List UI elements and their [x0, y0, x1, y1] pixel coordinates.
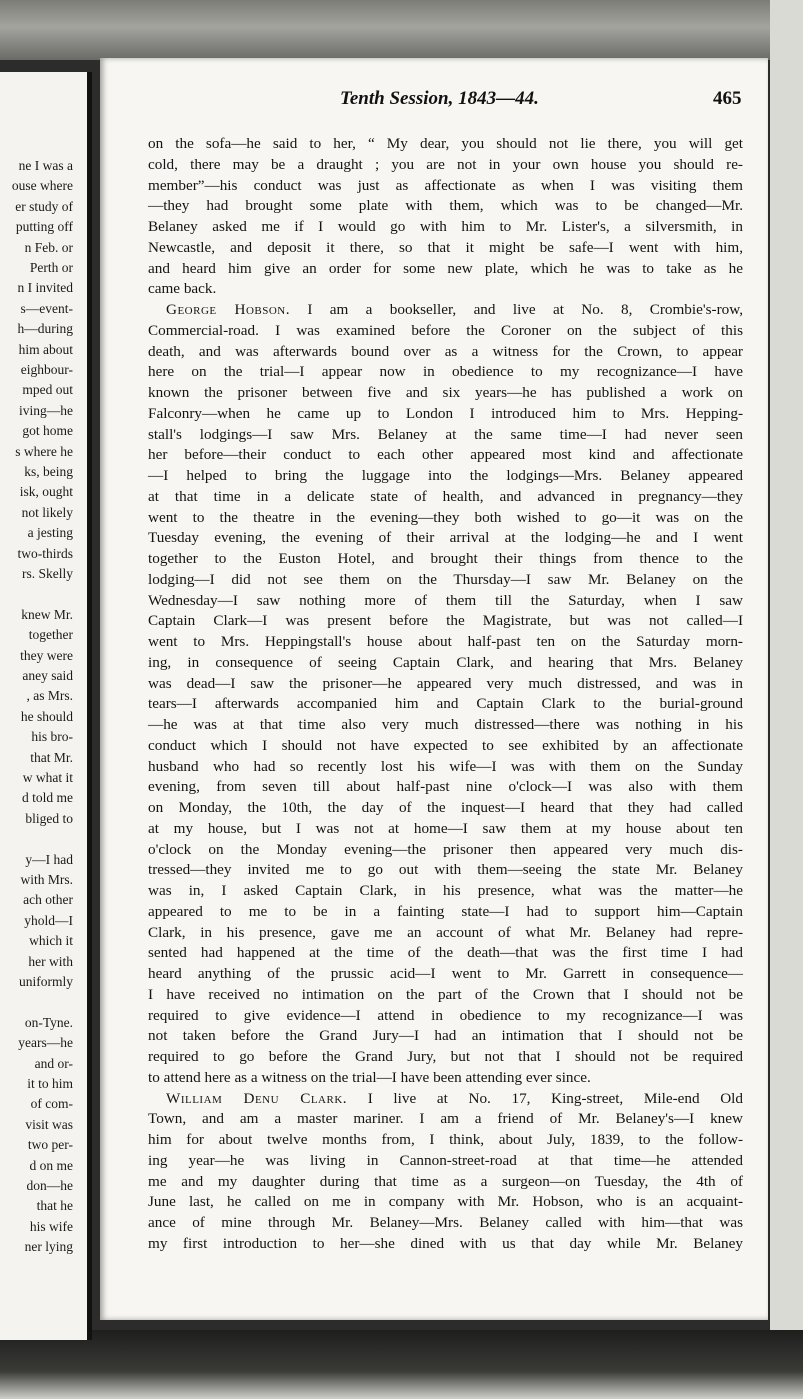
scan-background-bottom — [0, 1330, 803, 1399]
text-line — [148, 985, 743, 1005]
left-margin-line: putting off — [15, 219, 73, 235]
left-margin-line: he should — [20, 708, 73, 724]
page-number: 465 — [713, 88, 742, 109]
text-line-content: required to go before the Grand Jury, but not that I should not be required — [148, 1048, 743, 1065]
left-page — [0, 72, 92, 1340]
text-line-content: cold, there may be a draught ; you are not in your own house you should re- — [148, 155, 743, 173]
text-line — [148, 694, 743, 714]
text-line — [166, 300, 743, 320]
left-margin-line: rs. Skelly — [21, 566, 73, 581]
text-line — [148, 1172, 743, 1192]
text-line — [148, 342, 743, 362]
text-line-content: required to give evidence—I attend in obedience to my recognizance—I was — [148, 1006, 743, 1024]
left-margin-line: which it — [29, 933, 73, 949]
text-line-content: here on the trial—I appear now in obedience to my recognizance—I have — [148, 363, 743, 381]
left-margin-line: together — [28, 627, 73, 643]
text-line — [148, 798, 743, 818]
text-line — [148, 777, 743, 797]
text-line-content: to attend here as a witness on the trial—I have been attending ever since. — [148, 1068, 591, 1086]
text-line — [148, 279, 743, 299]
left-margin-line: y—I had — [25, 851, 73, 867]
text-line-content: tears—I afterwards accompanied him and Captain Clark to the burial-ground — [148, 695, 743, 713]
left-margin-line: er study of — [15, 198, 73, 214]
text-line-content: not taken before the Grand Jury—I had an intimation that I should not be — [148, 1027, 743, 1045]
text-line — [148, 902, 743, 922]
text-line — [148, 134, 743, 154]
text-line-content: known the prisoner between five and six years—he has published a work on — [148, 384, 743, 401]
left-margin-line: ouse where — [11, 178, 73, 194]
left-margin-line: a jesting — [27, 525, 73, 541]
text-line — [148, 1234, 743, 1254]
text-line-content: on Monday, the 10th, the day of the inquest—I heard that they had called — [148, 799, 743, 816]
left-margin-line: n Feb. or — [24, 239, 73, 255]
text-line-content: and heard him give an order for some new plate, which he was to take as he — [148, 259, 743, 277]
text-line — [148, 632, 743, 652]
text-line — [148, 715, 743, 735]
text-line-content: member”—his conduct was just as affectionate as when I was visiting them — [148, 176, 743, 194]
text-line — [148, 860, 743, 880]
left-margin-line: ach other — [23, 892, 73, 908]
left-margin-line: his bro- — [31, 729, 73, 745]
text-line-content: went to the theatre in the evening—they both wished to go—it was on the — [148, 508, 743, 526]
text-line-content: sented had happened at the time of the death—that was the first time I had — [148, 944, 743, 962]
left-margin-line: bliged to — [25, 810, 73, 826]
text-line-content: ing, in consequence of seeing Captain Clark, and hearing that Mrs. Belaney — [148, 653, 743, 671]
text-line-content: evening, from seven till about half-past nine o'clock—I was also with them — [148, 778, 743, 796]
text-line-content: at that time in a delicate state of health, and advanced in pregnancy—they — [148, 487, 743, 505]
text-line-content: him for about twelve months from, I think, about July, 1839, to the follow- — [148, 1131, 743, 1148]
text-line — [148, 736, 743, 756]
left-margin-line: w what it — [22, 770, 73, 785]
left-margin-line: his wife — [29, 1218, 73, 1234]
left-margin-line: d on me — [29, 1157, 73, 1173]
text-line-content: tressed—they invited me to go out with them—seeing the state Mr. Belaney — [148, 861, 743, 879]
left-margin-line: iving—he — [19, 402, 73, 418]
text-line — [148, 404, 743, 424]
text-line — [148, 217, 743, 237]
text-line — [148, 591, 743, 611]
text-line — [148, 466, 743, 486]
left-margin-line: two-thirds — [17, 545, 73, 561]
text-line-content: was dead—I saw the prisoner—he appeared very much distressed, and was in — [148, 674, 743, 692]
text-line-content: went to Mrs. Heppingstall's house about half-past ten on the Saturday morn- — [148, 633, 743, 650]
witness-name: William Denu Clark. — [166, 1089, 348, 1107]
text-line — [148, 611, 743, 631]
text-line-content: I live at No. 17, King-street, Mile-end Old — [347, 1089, 743, 1107]
text-line-content: on the sofa—he said to her, “ My dear, you should not lie there, you will get — [148, 135, 743, 152]
text-line-content: death, and was afterwards bound over as a witness for the Crown, to appear — [148, 342, 743, 360]
text-line-content: Newcastle, and deposit it there, so that it might be safe—I went with him, — [148, 238, 743, 256]
scan-background-right — [770, 0, 803, 1399]
text-line-content: Commercial-road. I was examined before the Coroner on the subject of this — [148, 321, 743, 339]
left-margin-line: him about — [18, 341, 73, 357]
text-line-content: —he was at that time also very much distressed—there was nothing in his — [148, 716, 743, 733]
text-line — [148, 321, 743, 341]
left-margin-line: her with — [28, 953, 73, 969]
text-line — [148, 1006, 743, 1026]
text-line-content: —they had brought some plate with them, which was to be changed—Mr. — [148, 197, 743, 215]
text-line — [148, 445, 743, 465]
text-line — [148, 549, 743, 569]
left-margin-line: yhold—I — [24, 912, 73, 928]
text-line-content: Wednesday—I saw nothing more of them till the Saturday, when I saw — [148, 591, 743, 609]
left-margin-line: mped out — [22, 382, 73, 398]
text-line — [148, 508, 743, 528]
left-margin-line: isk, ought — [19, 484, 73, 500]
text-line — [148, 840, 743, 860]
text-line-content: stall's lodgings—I saw Mrs. Belaney at the same time—I had never seen — [148, 425, 743, 443]
text-line-content: her before—their conduct to each other appeared most kind and affectionate — [148, 446, 743, 464]
left-margin-line: on-Tyne. — [24, 1014, 73, 1030]
text-line-content: Belaney asked me if I would go with him to Mr. Lister's, a silversmith, in — [148, 218, 743, 235]
left-margin-line: got home — [22, 423, 73, 439]
left-margin-line: visit was — [25, 1116, 73, 1132]
text-line-content: husband who had so recently lost his wife—I was with them on the Sunday — [148, 757, 743, 775]
left-margin-line: that he — [36, 1198, 73, 1214]
text-line-content: I have received no intimation on the part of the Crown that I should not be — [148, 985, 743, 1003]
left-margin-line: of com- — [30, 1096, 73, 1112]
left-margin-line: knew Mr. — [21, 606, 73, 622]
text-line — [148, 487, 743, 507]
left-margin-line: , as Mrs. — [26, 688, 73, 704]
left-margin-line: h—during — [17, 321, 73, 337]
left-margin-line: s—event- — [20, 300, 73, 316]
text-line — [148, 176, 743, 196]
text-line-content: o'clock on the Monday evening—the prisoner then appeared very much dis- — [148, 840, 743, 858]
left-margin-line: years—he — [18, 1035, 73, 1051]
text-line — [148, 881, 743, 901]
text-line-content: came back. — [148, 280, 217, 298]
text-line — [148, 1213, 743, 1233]
text-line-content: appeared to me to be in a fainting state—I had to support him—Captain — [148, 902, 743, 920]
left-margin-line: Perth or — [29, 260, 73, 275]
left-margin-line: aney said — [22, 668, 73, 683]
text-line — [148, 1109, 743, 1129]
text-line — [148, 259, 743, 279]
text-line-content: me and my daughter during that time as a surgeon—on Tuesday, the 4th of — [148, 1172, 743, 1190]
text-line-content: Tuesday evening, the evening of their arrival at the lodging—he and I went — [148, 529, 743, 547]
text-line-content: conduct which I should not have expected to see exhibited by an affectionate — [148, 736, 743, 754]
text-line — [148, 1151, 743, 1171]
witness-name: George Hobson. — [166, 301, 291, 318]
left-margin-line: eighbour- — [20, 362, 73, 377]
text-line — [148, 923, 743, 943]
left-margin-line: ner lying — [24, 1239, 73, 1255]
text-line — [148, 155, 743, 175]
text-line — [148, 674, 743, 694]
text-line-content: Clark, in his presence, gave me an account of what Mr. Belaney had repre- — [148, 923, 743, 941]
text-line — [148, 425, 743, 445]
left-margin-line: don—he — [26, 1178, 73, 1193]
left-margin-line: and or- — [34, 1055, 73, 1071]
text-line — [148, 238, 743, 258]
text-line — [148, 528, 743, 548]
text-line — [148, 570, 743, 590]
left-margin-line: s where he — [15, 443, 73, 459]
left-margin-line: that Mr. — [30, 749, 73, 765]
text-line-content: Falconry—when he came up to London I introduced him to Mrs. Hepping- — [148, 404, 743, 422]
text-line — [148, 757, 743, 777]
scan-background-top — [0, 0, 803, 60]
text-line-content: June last, he called on me in company with Mr. Hobson, who is an acquaint- — [148, 1193, 743, 1211]
text-line-content: at my house, but I was not at home—I saw them at my house about ten — [148, 819, 743, 837]
text-line-content: I am a bookseller, and live at No. 8, Crombie's-row, — [290, 301, 743, 318]
text-line-content: together to the Euston Hotel, and brought their things from thence to the — [148, 550, 743, 567]
left-margin-line: n I invited — [17, 280, 73, 296]
text-line — [148, 1047, 743, 1067]
running-header-title: Tenth Session, 1843—44. — [340, 88, 539, 109]
text-line-content: Town, and am a master mariner. I am a friend of Mr. Belaney's—I knew — [148, 1110, 743, 1128]
left-margin-line: they were — [20, 647, 73, 663]
text-line — [148, 1192, 743, 1212]
text-line — [166, 1089, 743, 1109]
text-line-content: was in, I asked Captain Clark, in his presence, what was the matter—he — [148, 882, 743, 899]
text-line-content: heard anything of the prussic acid—I went to Mr. Garrett in consequence— — [148, 965, 743, 982]
text-line — [148, 943, 743, 963]
left-margin-line: with Mrs. — [20, 872, 73, 887]
text-line — [148, 1130, 743, 1150]
text-line-content: my first introduction to her—she dined with us that day while Mr. Belaney — [148, 1234, 743, 1252]
left-margin-line: uniformly — [19, 974, 73, 989]
text-line-content: Captain Clark—I was present before the Magistrate, but was not called—I — [148, 612, 743, 630]
left-margin-line: it to him — [27, 1076, 73, 1091]
text-line-content: ing year—he was living in Cannon-street-road at that time—he attended — [148, 1151, 743, 1169]
text-line — [148, 819, 743, 839]
left-margin-line: two per- — [27, 1137, 73, 1153]
text-line — [148, 383, 743, 403]
left-margin-line: ne I was a — [18, 158, 73, 173]
text-line-content: lodging—I did not see them on the Thursday—I saw Mr. Belaney on the — [148, 570, 743, 588]
text-line-content: —I helped to bring the luggage into the lodgings—Mrs. Belaney appeared — [148, 467, 743, 484]
text-line — [148, 653, 743, 673]
text-line — [148, 362, 743, 382]
text-line — [148, 1068, 743, 1088]
text-line — [148, 196, 743, 216]
left-margin-line: not likely — [21, 504, 73, 520]
text-line — [148, 1026, 743, 1046]
text-line — [148, 964, 743, 984]
left-margin-line: ks, being — [24, 464, 73, 479]
left-margin-line: d told me — [22, 790, 73, 806]
text-line-content: ance of mine through Mr. Belaney—Mrs. Belaney called with him—that was — [148, 1214, 743, 1231]
